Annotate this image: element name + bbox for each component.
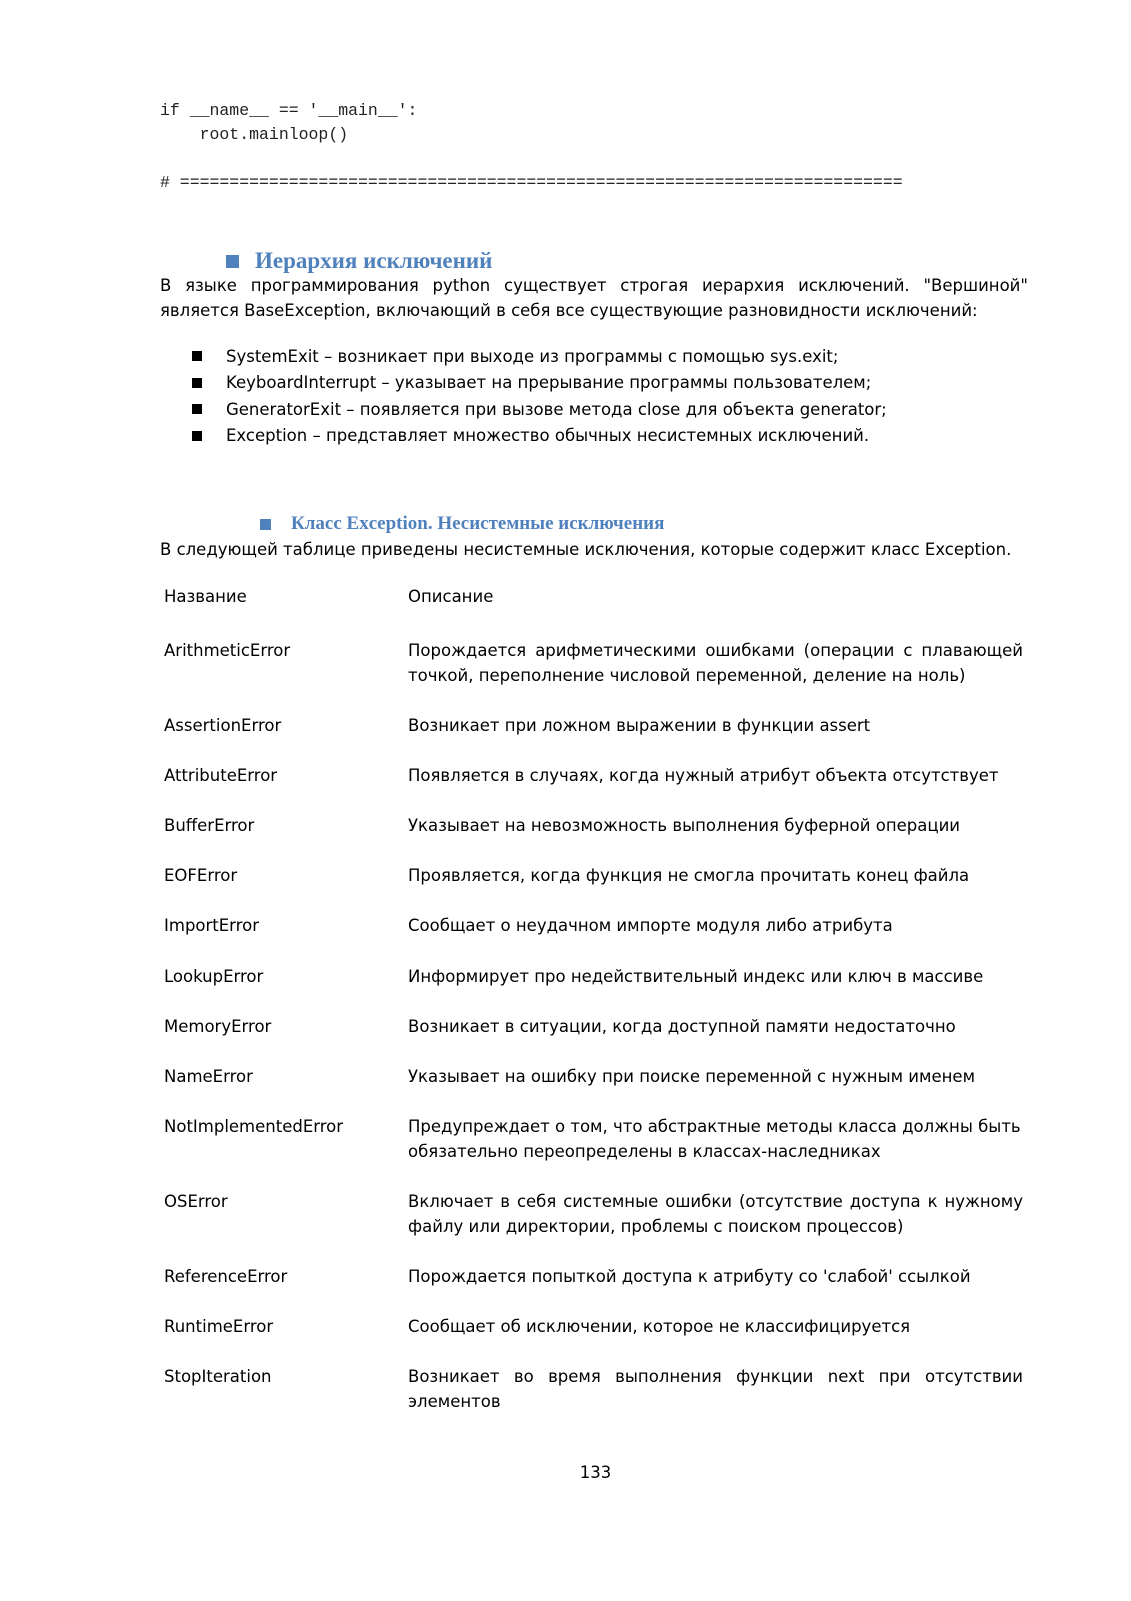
exception-name: RuntimeError bbox=[164, 1317, 274, 1336]
exception-description: Порождается арифметическими ошибками (операции с плавающей точкой, переполнение числовой переменной, деление на ноль) bbox=[408, 641, 1023, 685]
exception-description: Возникает в ситуации, когда доступной памяти недостаточно bbox=[408, 1017, 956, 1036]
bullet-square-icon bbox=[192, 431, 202, 441]
column-header-name: Название bbox=[164, 587, 247, 606]
list-item: GeneratorExit – появляется при вызове метода close для объекта generator; bbox=[192, 396, 887, 423]
exception-name: ImportError bbox=[164, 916, 259, 935]
list-item: SystemExit – возникает при выходе из программы с помощью sys.exit; bbox=[192, 343, 887, 370]
table-intro-paragraph: В следующей таблице приведены несистемные исключения, которые содержит класс Exception. bbox=[160, 540, 1012, 559]
list-item: Exception – представляет множество обычных несистемных исключений. bbox=[192, 423, 887, 450]
exception-name: LookupError bbox=[164, 967, 264, 986]
exception-description: Указывает на ошибку при поиске переменной с нужным именем bbox=[408, 1067, 976, 1086]
heading-text: Класс Exception. Несистемные исключения bbox=[291, 513, 665, 534]
section-heading-exception-hierarchy bbox=[226, 248, 492, 274]
bullet-square-icon bbox=[192, 378, 202, 388]
exception-description: Проявляется, когда функция не смогла прочитать конец файла bbox=[408, 866, 970, 885]
exception-description: Возникает при ложном выражении в функции assert bbox=[408, 716, 871, 735]
code-line-mainloop: root.mainloop() bbox=[160, 125, 349, 144]
code-line-separator-comment: # ========================================================================= bbox=[160, 173, 903, 192]
intro-paragraph-line-1: В языке программирования python существует строгая иерархия исключений. "Вершиной" bbox=[160, 276, 1028, 295]
heading-text: Иерархия исключений bbox=[255, 248, 493, 273]
exception-name: AttributeError bbox=[164, 766, 278, 785]
exception-description: Включает в себя системные ошибки (отсутствие доступа к нужному файлу или директории, проблемы с поиском процессов) bbox=[408, 1192, 1023, 1236]
exception-description: Предупреждает о том, что абстрактные методы класса должны быть обязательно переопределены в классах-наследниках bbox=[408, 1117, 1021, 1161]
list-item: KeyboardInterrupt – указывает на прерывание программы пользователем; bbox=[192, 370, 887, 397]
exception-name: ReferenceError bbox=[164, 1267, 288, 1286]
code-line-if-main: if __name__ == '__main__': bbox=[160, 101, 418, 120]
heading-square-icon bbox=[260, 519, 271, 530]
exception-name: StopIteration bbox=[164, 1367, 272, 1386]
exception-description: Указывает на невозможность выполнения буферной операции bbox=[408, 816, 961, 835]
exception-name: NotImplementedError bbox=[164, 1117, 344, 1136]
exception-description: Возникает во время выполнения функции next при отсутствии элементов bbox=[408, 1367, 1023, 1411]
exception-description: Порождается попыткой доступа к атрибуту со 'слабой' ссылкой bbox=[408, 1267, 971, 1286]
page-number: 133 bbox=[579, 1463, 612, 1482]
exception-description: Информирует про недействительный индекс или ключ в массиве bbox=[408, 967, 984, 986]
bullet-list bbox=[192, 343, 887, 449]
exception-description: Сообщает о неудачном импорте модуля либо атрибута bbox=[408, 916, 893, 935]
exception-name: BufferError bbox=[164, 816, 255, 835]
exception-name: OSError bbox=[164, 1192, 228, 1211]
bullet-square-icon bbox=[192, 404, 202, 414]
exception-name: EOFError bbox=[164, 866, 238, 885]
exception-name: ArithmeticError bbox=[164, 641, 291, 660]
intro-paragraph-line-2: является BaseException, включающий в себя все существующие разновидности исключений: bbox=[160, 301, 978, 320]
exception-name: NameError bbox=[164, 1067, 253, 1086]
exception-name: MemoryError bbox=[164, 1017, 272, 1036]
exception-description: Сообщает об исключении, которое не классифицируется bbox=[408, 1317, 911, 1336]
subsection-heading-exception-class bbox=[260, 513, 664, 535]
exception-name: AssertionError bbox=[164, 716, 282, 735]
column-header-description: Описание bbox=[408, 587, 494, 606]
bullet-square-icon bbox=[192, 351, 202, 361]
heading-square-icon bbox=[226, 255, 239, 268]
exception-description: Появляется в случаях, когда нужный атрибут объекта отсутствует bbox=[408, 766, 999, 785]
